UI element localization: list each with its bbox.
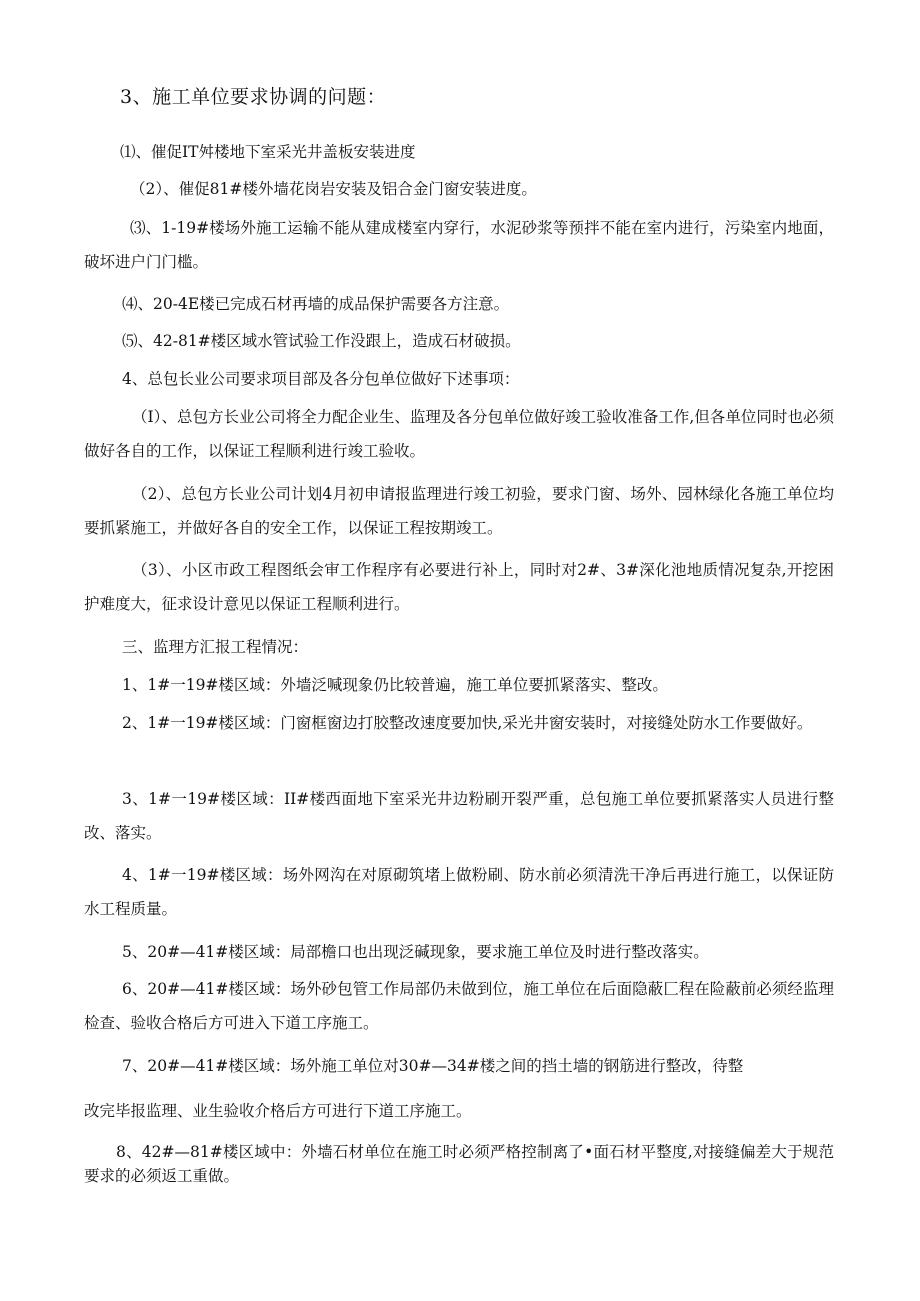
supervision-item-5: 5、20#—41#楼区域：局部檐口也出现泛碱现象，要求施工单位及时进行整改落实。 (122, 943, 709, 961)
section-3-heading: 3、施工单位要求协调的问题： (120, 86, 387, 108)
supervision-heading: 三、监理方汇报工程情况： (122, 638, 309, 656)
supervision-item-3: 3、1#一19#楼区域：II#楼西面地下室采光井边粉刷开裂严重，总包施工单位要抓紧落实人员进行整改、落实。 (84, 790, 834, 842)
supervision-item-8: 8、42#—81#楼区域中：外墙石材单位在施工时必须严格控制离了•面石材平整度,对接缝偏差大于规范要求的必须返工重做。 (84, 1143, 834, 1185)
section-3-item-3: ⑶、1-19#楼场外施工运输不能从建成楼室内穿行，水泥砂浆等预拌不能在室内进行，污染室内地面，破坏进户门门槛。 (84, 219, 834, 271)
section-3-item-5: ⑸、42-81#楼区域水管试验工作没跟上，造成石材破损。 (122, 332, 521, 350)
supervision-item-7-continued: 改完毕报监理、业生验收介格后方可进行下道工序施工。 (84, 1102, 472, 1120)
supervision-item-1: 1、1#一19#楼区域：外墙泛喊现象仍比较普遍，施工单位要抓紧落实、整改。 (122, 676, 668, 694)
section-3-item-2: （2）、催促81#楼外墙花岗岩安装及铝合金门窗安装进度。 (130, 180, 537, 198)
section-4-item-1: （I）、总包方长业公司将全力配企业生、监理及各分包单位做好竣工验收准备工作,但各单位同时也必须做好各自的工作，以保证工程顺利进行竣工验收。 (84, 408, 834, 460)
supervision-item-4: 4、1#一19#楼区域：场外网沟在对原砌筑堵上做粉刷、防水前必须清洗干净后再进行施工，以保证防水工程质量。 (84, 866, 834, 918)
section-4-heading: 4、总包长业公司要求项目部及各分包单位做好下述事项： (122, 370, 520, 388)
supervision-item-2: 2、1#一19#楼区域：门窗框窗边打胶整改速度要加快,采光井窗安装时，对接缝处防水工作要做好。 (122, 714, 813, 732)
section-3-item-4: ⑷、20-4E楼已完成石材再墙的成品保护需要各方注意。 (122, 295, 510, 313)
section-4-item-3: （3）、小区市政工程图纸会审工作程序有必要进行补上，同时对2#、3#深化池地质情况复杂,开挖困护难度大，征求设计意见以保证工程顺利进行。 (84, 561, 834, 613)
supervision-item-7: 7、20#—41#楼区域：场外施工单位对30#—34#楼之间的挡土墙的钢筋进行整改，待整 (122, 1057, 744, 1075)
section-4-item-2: （2）、总包方长业公司计划4月初申请报监理进行竣工初验，要求门窗、场外、园林绿化各施工单位均要抓紧施工，并做好各自的安全工作，以保证工程按期竣工。 (84, 485, 834, 537)
supervision-item-6: 6、20#—41#楼区域：场外砂包管工作局部仍未做到位，施工单位在后面隐蔽匚程在险蔽前必须经监理检查、验收合格后方可进入下道工序施工。 (84, 980, 834, 1032)
section-3-item-1: ⑴、催促IT舛楼地下室采光井盖板安装进度 (120, 143, 416, 161)
